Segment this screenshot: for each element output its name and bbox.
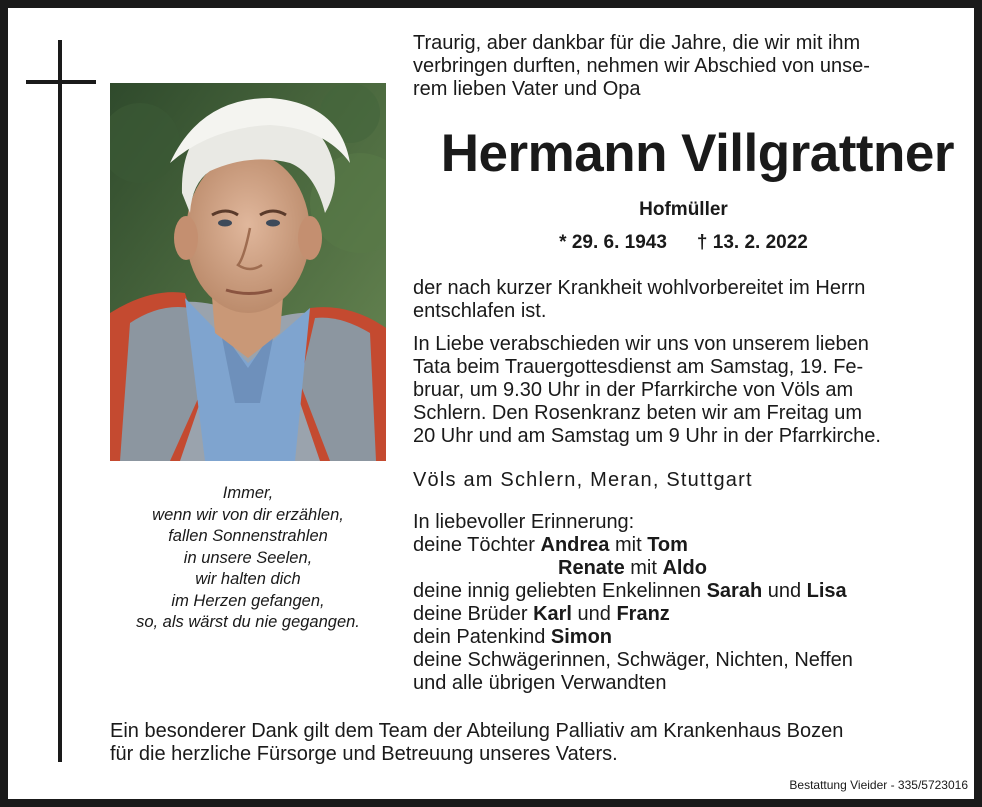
birth-date: * 29. 6. 1943 xyxy=(559,232,667,253)
daughter-name: Renate xyxy=(558,557,625,579)
family-inlaws-line: deine Schwägerinnen, Schwäger, Nichten, Neffen xyxy=(413,649,853,671)
brother-name: Franz xyxy=(616,603,670,625)
memorial-poem xyxy=(110,483,386,634)
intro-line: rem lieben Vater und Opa xyxy=(413,78,641,100)
brothers-prefix: deine Brüder xyxy=(413,603,534,625)
daughter-name: Andrea xyxy=(540,534,610,556)
life-dates xyxy=(413,232,954,254)
grandchildren-prefix: deine innig geliebten Enkelinnen xyxy=(413,580,707,602)
portrait-photo xyxy=(110,83,386,461)
location-line: Völs am Schlern, Meran, Stuttgart xyxy=(413,469,753,491)
paragraph-line: bruar, um 9.30 Uhr in der Pfarrkirche von Völs am xyxy=(413,379,854,401)
family-daughters-line xyxy=(413,534,954,557)
daughters-prefix: deine Töchter xyxy=(413,534,541,556)
with-word: mit xyxy=(609,534,648,556)
paragraph-line: Tata beim Trauergottesdienst am Samstag, 19. Fe- xyxy=(413,356,864,378)
family-grandchildren-line xyxy=(413,580,954,603)
intro-line: verbringen durften, nehmen wir Abschied von unse- xyxy=(413,55,870,77)
paragraph-line: entschlafen ist. xyxy=(413,300,547,322)
family-brothers-line xyxy=(413,603,954,626)
paragraph-line: Schlern. Den Rosenkranz beten wir am Freitag um xyxy=(413,402,863,424)
thanks-line: für die herzliche Fürsorge und Betreuung unseres Vaters. xyxy=(110,743,618,765)
service-paragraph xyxy=(413,333,954,448)
cross-icon-vertical xyxy=(58,40,62,762)
grandchild-name: Lisa xyxy=(806,580,847,602)
intro-line: Traurig, aber dankbar für die Jahre, die wir mit ihm xyxy=(413,32,861,54)
poem-line: im Herzen gefangen, xyxy=(171,591,325,610)
thanks-line: Ein besonderer Dank gilt dem Team der Abteilung Palliativ am Krankenhaus Bozen xyxy=(110,720,844,742)
poem-line: fallen Sonnenstrahlen xyxy=(168,527,328,545)
family-list xyxy=(413,511,954,695)
paragraph-line: 20 Uhr und am Samstag um 9 Uhr in der Pfarrkirche. xyxy=(413,425,881,447)
thanks-text xyxy=(110,720,955,766)
deceased-name: Hermann Villgrattner xyxy=(440,124,954,183)
family-godchild-line xyxy=(413,626,954,649)
poem-line: wir halten dich xyxy=(195,570,301,588)
passing-paragraph xyxy=(413,277,954,323)
with-word: mit xyxy=(624,557,663,579)
paragraph-line: der nach kurzer Krankheit wohlvorbereitet im Herrn xyxy=(413,277,866,299)
intro-text xyxy=(413,32,954,101)
nickname: Hofmüller xyxy=(639,199,728,220)
grandchild-name: Sarah xyxy=(706,580,763,602)
poem-line: so, als wärst du nie gegangen. xyxy=(136,613,360,631)
death-date: † 13. 2. 2022 xyxy=(696,232,808,253)
family-relatives-line: und alle übrigen Verwandten xyxy=(413,672,667,694)
brother-name: Karl xyxy=(533,603,572,625)
cross-icon-horizontal xyxy=(26,80,96,84)
godchild-name: Simon xyxy=(550,626,613,648)
funeral-home-credit: Bestattung Vieider - 335/5723016 xyxy=(789,778,968,792)
and-word: und xyxy=(762,580,807,602)
godchild-prefix: dein Patenkind xyxy=(413,626,551,648)
paragraph-line: In Liebe verabschieden wir uns von unserem lieben xyxy=(413,333,869,355)
and-word: und xyxy=(571,603,617,625)
partner-name: Tom xyxy=(647,534,688,556)
poem-line: wenn wir von dir erzählen, xyxy=(152,505,344,524)
poem-line: in unsere Seelen, xyxy=(183,548,313,567)
family-daughters-line-2 xyxy=(413,557,954,580)
partner-name: Aldo xyxy=(662,557,707,579)
poem-line: Immer, xyxy=(222,484,274,502)
family-heading: In liebevoller Erinnerung: xyxy=(413,511,635,533)
